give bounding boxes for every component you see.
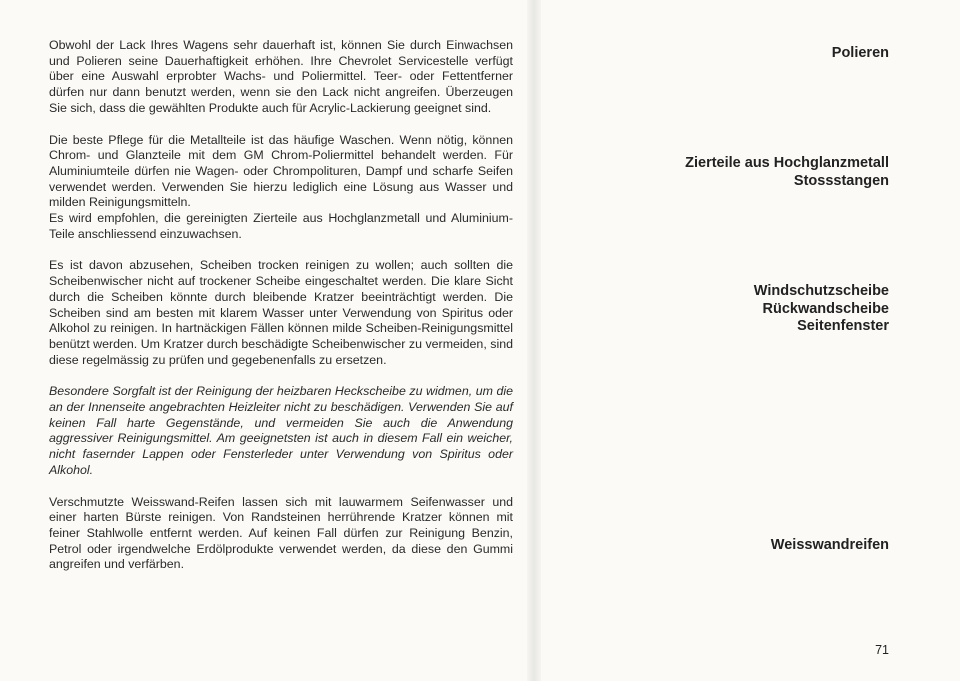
heading-seitenfenster-text: Seitenfenster (797, 318, 889, 334)
left-page-text (49, 38, 513, 573)
paragraph-polieren: Obwohl der Lack Ihres Wagens sehr dauerhaft ist, können Sie durch Einwachsen und Polieren seine Dauerhaftigkeit erhöhen. Ihre Chevrolet Servicestelle verfügt über eine Auswahl erprobter Wachs- und Poliermittel. Teer- oder Fettentferner dürfen nur dann benutzt werden, wenn sie den Lack nicht angreifen. Überzeugen Sie sich, dass die gewählten Produkte auch für Acrylic-Lackierung geeignet sind. (49, 38, 513, 115)
paragraph-einwachsen: Es wird empfohlen, die gereinigten Zierteile aus Hochglanzmetall und Aluminium-Teile anschliessend einzuwachsen. (49, 211, 513, 241)
paragraph-heckscheibe: Besondere Sorgfalt ist der Reinigung der heizbaren Heckscheibe zu widmen, um die an der Innenseite angebrachten Heizleiter nicht zu beschädigen. Verwenden Sie auf keinen Fall harte Gegenstände, und vermeiden Sie auch die Anwendung aggressiver Reinigungsmittel. Am geeignetsten ist auch in diesem Fall ein weicher, nicht fasernder Lappen oder Fensterleder unter Verwendung von Spiritus oder Alkohol. (49, 384, 513, 477)
heading-weisswandreifen-text: Weisswandreifen (770, 537, 889, 553)
heading-rueckwandscheibe-text: Rückwandscheibe (762, 300, 889, 317)
heading-polieren (832, 45, 889, 63)
heading-scheiben (754, 283, 889, 336)
page-number: 71 (875, 643, 889, 657)
heading-zierteile-text: Zierteile aus Hochglanzmetall (685, 155, 889, 171)
heading-weisswandreifen (771, 537, 889, 555)
heading-polieren-text: Polieren (831, 45, 889, 61)
heading-zierteile (685, 155, 889, 190)
heading-stossstangen-text: Stossstangen (793, 172, 889, 189)
paragraph-weisswandreifen: Verschmutzte Weisswand-Reifen lassen sich mit lauwarmem Seifenwasser und einer harten Bürste reinigen. Von Randsteinen herrührende Kratzer können mit feiner Stahlwolle entfernt werden. Auf keinen Fall dürfen zur Reinigung Benzin, Petrol oder irgendwelche Erdölprodukte verwendet werden, da diese den Gummi angreifen und verfärben. (49, 494, 513, 572)
heading-windschutzscheibe-text: Windschutzscheibe (753, 283, 889, 299)
page-gutter (527, 0, 541, 681)
paragraph-scheiben: Es ist davon abzusehen, Scheiben trocken reinigen zu wollen; auch sollten die Scheibenwischer nicht auf trockener Scheibe eingeschaltet werden. Die klare Sicht durch die Scheiben könnte durch bleibende Kratzer beeinträchtigt werden. Die Scheiben sind am besten mit klarem Wasser unter Verwendung von Spiritus oder Alkohol zu reinigen. In hartnäckigen Fällen können milde Scheiben-Reinigungsmittel benützt werden. Um Kratzer durch beschädigte Scheibenwischer zu vermeiden, sind diese regelmässig zu prüfen und gegebenenfalls zu ersetzen. (49, 258, 513, 367)
paragraph-metallteile: Die beste Pflege für die Metallteile ist das häufige Waschen. Wenn nötig, können Chrom- und Glanzteile mit dem GM Chrom-Poliermittel behandelt werden. Für Aluminiumteile dürfen nie Wagen- oder Chrompolituren, Dampf und scharfe Seifen verwendet werden. Verwenden Sie hierzu lediglich eine Lösung aus Wasser und milden Reinigungsmitteln. (49, 132, 513, 210)
